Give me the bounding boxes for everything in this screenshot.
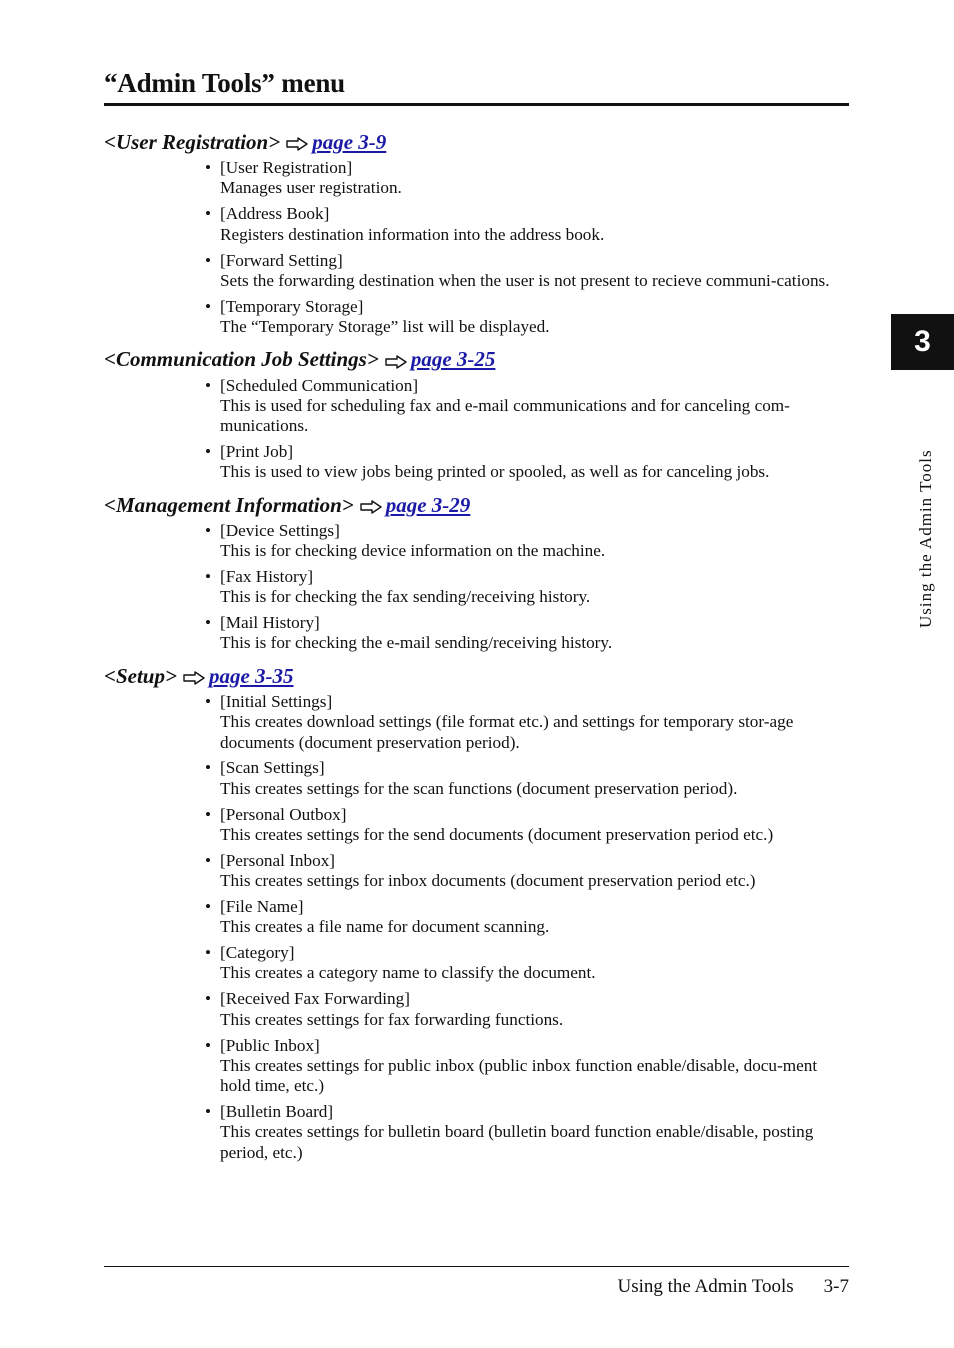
item-name: [Scan Settings] bbox=[220, 758, 325, 778]
arrow-right-icon bbox=[385, 348, 407, 376]
item-name: [User Registration] bbox=[220, 158, 353, 178]
bullet-icon: • bbox=[205, 442, 212, 462]
list-item bbox=[205, 297, 849, 338]
bullet-icon: • bbox=[205, 204, 212, 224]
item-name: [Address Book] bbox=[220, 204, 330, 224]
item-description: This creates settings for bulletin board (bulletin board function enable/disable, posting period, etc.) bbox=[220, 1122, 814, 1162]
item-description: Registers destination information into the address book. bbox=[220, 224, 605, 244]
bullet-icon: • bbox=[205, 850, 212, 870]
section-heading bbox=[104, 345, 849, 375]
section-heading-text: <Communication Job Settings> bbox=[104, 347, 379, 372]
bullet-icon: • bbox=[205, 691, 212, 711]
section bbox=[104, 128, 849, 337]
menu-content bbox=[104, 128, 849, 1171]
bullet-icon: • bbox=[205, 158, 212, 178]
item-description: This creates settings for inbox documents (document preservation period etc.) bbox=[220, 871, 756, 891]
bullet-icon: • bbox=[205, 1102, 212, 1122]
item-name: [Public Inbox] bbox=[220, 1035, 320, 1055]
footer-page-number: 3-7 bbox=[823, 1276, 849, 1297]
list-item bbox=[205, 376, 849, 437]
footer bbox=[617, 1276, 849, 1298]
list-item bbox=[205, 158, 849, 199]
list-item bbox=[205, 943, 849, 984]
bullet-icon: • bbox=[205, 989, 212, 1009]
item-description: This creates download settings (file format etc.) and settings for temporary stor-age documents (document preservation period). bbox=[220, 712, 794, 752]
item-name: [Category] bbox=[220, 943, 295, 963]
item-description: This is used to view jobs being printed or spooled, as well as for canceling jobs. bbox=[220, 462, 770, 482]
item-name: [Personal Outbox] bbox=[220, 804, 347, 824]
bullet-icon: • bbox=[205, 296, 212, 316]
section-heading bbox=[104, 491, 849, 521]
item-description: This is for checking device information on the machine. bbox=[220, 541, 606, 561]
list-item bbox=[205, 851, 849, 892]
list-item bbox=[205, 758, 849, 799]
footer-rule bbox=[104, 1266, 849, 1267]
page-reference-link[interactable]: page 3-29 bbox=[385, 492, 471, 517]
section-heading-text: <User Registration> bbox=[104, 130, 281, 154]
list-item bbox=[205, 613, 849, 654]
bullet-icon: • bbox=[205, 250, 212, 270]
item-description: This creates settings for public inbox (public inbox function enable/disable, docu-ment hold time, etc.) bbox=[220, 1055, 818, 1096]
item-description: This creates settings for fax forwarding functions. bbox=[220, 1009, 564, 1029]
list-item bbox=[205, 1102, 849, 1163]
arrow-right-icon bbox=[183, 664, 205, 692]
item-description: This creates a category name to classify the document. bbox=[220, 963, 596, 983]
item-list bbox=[104, 692, 849, 1163]
bullet-icon: • bbox=[205, 943, 212, 963]
item-name: [Received Fax Forwarding] bbox=[220, 989, 410, 1009]
item-name: [Scheduled Communication] bbox=[220, 375, 419, 395]
item-name: [Temporary Storage] bbox=[220, 296, 364, 316]
list-item bbox=[205, 692, 849, 753]
item-name: [Fax History] bbox=[220, 566, 314, 586]
item-description: This creates settings for the send documents (document preservation period etc.) bbox=[220, 824, 774, 844]
section bbox=[104, 662, 849, 1163]
item-description: This creates settings for the scan functions (document preservation period). bbox=[220, 778, 738, 798]
item-list bbox=[104, 158, 849, 337]
section-heading bbox=[104, 128, 849, 158]
item-name: [Forward Setting] bbox=[220, 250, 343, 270]
item-name: [Mail History] bbox=[220, 613, 320, 633]
section-heading-text: <Management Information> bbox=[104, 492, 354, 517]
arrow-right-icon bbox=[286, 130, 308, 158]
page-title: “Admin Tools” menu bbox=[104, 68, 345, 98]
item-description: This is for checking the fax sending/receiving history. bbox=[220, 587, 591, 607]
section-heading-text: <Setup> bbox=[104, 663, 177, 688]
page-reference-link[interactable]: page 3-25 bbox=[410, 347, 496, 372]
item-name: [Bulletin Board] bbox=[220, 1102, 334, 1122]
item-description: This is for checking the e-mail sending/receiving history. bbox=[220, 633, 613, 653]
bullet-icon: • bbox=[205, 758, 212, 778]
page-reference-link[interactable]: page 3-35 bbox=[208, 663, 294, 688]
item-name: [Print Job] bbox=[220, 442, 294, 462]
section-heading bbox=[104, 662, 849, 692]
item-description: This is used for scheduling fax and e-mail communications and for canceling com-munications. bbox=[220, 395, 790, 436]
item-list bbox=[104, 376, 849, 483]
item-name: [Initial Settings] bbox=[220, 691, 333, 711]
arrow-right-icon bbox=[360, 493, 382, 521]
item-description: The “Temporary Storage” list will be displayed. bbox=[220, 317, 550, 337]
section bbox=[104, 491, 849, 654]
item-description: Sets the forwarding destination when the user is not present to recieve communi-cations. bbox=[220, 270, 830, 290]
bullet-icon: • bbox=[205, 804, 212, 824]
item-list bbox=[104, 521, 849, 654]
item-name: [Device Settings] bbox=[220, 520, 340, 540]
bullet-icon: • bbox=[205, 566, 212, 586]
list-item bbox=[205, 805, 849, 846]
list-item bbox=[205, 1036, 849, 1097]
list-item bbox=[205, 251, 849, 292]
list-item bbox=[205, 989, 849, 1030]
footer-section-title: Using the Admin Tools bbox=[617, 1276, 794, 1297]
bullet-icon: • bbox=[205, 375, 212, 395]
bullet-icon: • bbox=[205, 613, 212, 633]
page-reference-link[interactable]: page 3-9 bbox=[312, 130, 387, 154]
bullet-icon: • bbox=[205, 897, 212, 916]
title-rule bbox=[104, 103, 849, 106]
chapter-tab: 3 bbox=[891, 314, 954, 370]
item-name: [File Name] bbox=[220, 897, 304, 916]
item-name: [Personal Inbox] bbox=[220, 850, 336, 870]
list-item bbox=[205, 521, 849, 562]
list-item bbox=[205, 442, 849, 483]
list-item bbox=[205, 897, 849, 938]
list-item bbox=[205, 567, 849, 608]
list-item bbox=[205, 204, 849, 245]
section bbox=[104, 345, 849, 482]
chapter-side-label: Using the Admin Tools bbox=[916, 449, 935, 628]
bullet-icon: • bbox=[205, 1035, 212, 1055]
bullet-icon: • bbox=[205, 520, 212, 540]
item-description: This creates a file name for document scanning. bbox=[220, 917, 550, 937]
item-description: Manages user registration. bbox=[220, 178, 402, 198]
